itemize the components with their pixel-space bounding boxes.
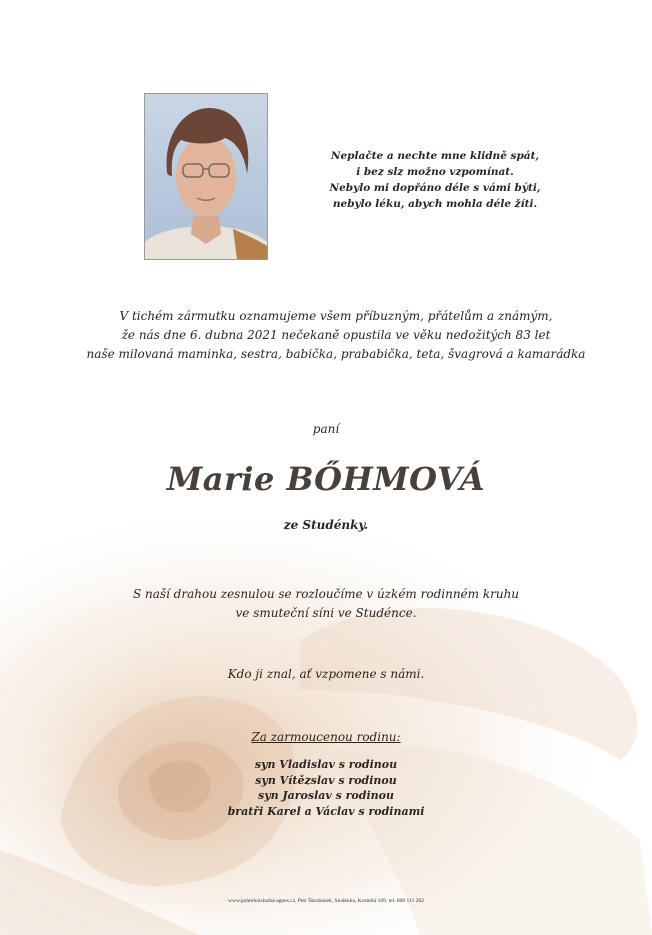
farewell-line: ve smuteční síni ve Studénce.	[235, 606, 417, 620]
family-member: syn Jaroslav s rodinou	[258, 789, 394, 802]
deceased-origin: ze Studénky.	[283, 518, 369, 532]
poem-line: nebylo léku, abych mohla déle žíti.	[332, 198, 538, 210]
deceased-name: Marie BŐHMOVÁ	[166, 460, 486, 498]
farewell-text	[0, 585, 652, 623]
poem-line: Neplačte a nechte mne klidně spát,	[330, 150, 540, 162]
family-member: syn Vítězslav s rodinou	[255, 773, 397, 787]
announcement-line: že nás dne 6. dubna 2021 nečekaně opustila ve věku nedožitých 83 let	[121, 328, 551, 342]
memorial-poem	[300, 148, 570, 212]
rose-background-image	[0, 520, 652, 935]
announcement-line: V tichém zármutku oznamujeme všem příbuzným, přátelům a známým,	[119, 309, 553, 323]
family-member: bratři Karel a Václav s rodinami	[227, 804, 425, 818]
remember-text: Kdo ji znal, ať vzpomene s námi.	[227, 667, 425, 681]
family-member: syn Vladislav s rodinou	[254, 758, 398, 771]
poem-line: Nebylo mi dopřáno déle s vámi býti,	[329, 182, 541, 194]
family-heading: Za zarmoucenou rodinu:	[251, 730, 401, 744]
announcement-text	[60, 307, 612, 364]
portrait-photo	[144, 93, 268, 260]
family-list	[0, 757, 652, 819]
funeral-service-footer: www.pohrebnisluzba-agnes.cz, Petr Škrobánek, Studénka, Kostelní 169, tel. 800 111 202	[228, 898, 424, 904]
announcement-line: naše milovaná maminka, sestra, babička, prababička, teta, švagrová a kamarádka	[86, 347, 586, 361]
poem-line: i bez slz možno vzpomínat.	[356, 166, 514, 178]
title-prefix: paní	[312, 422, 340, 436]
farewell-line: S naší drahou zesnulou se rozloučíme v úzkém rodinném kruhu	[132, 587, 520, 601]
